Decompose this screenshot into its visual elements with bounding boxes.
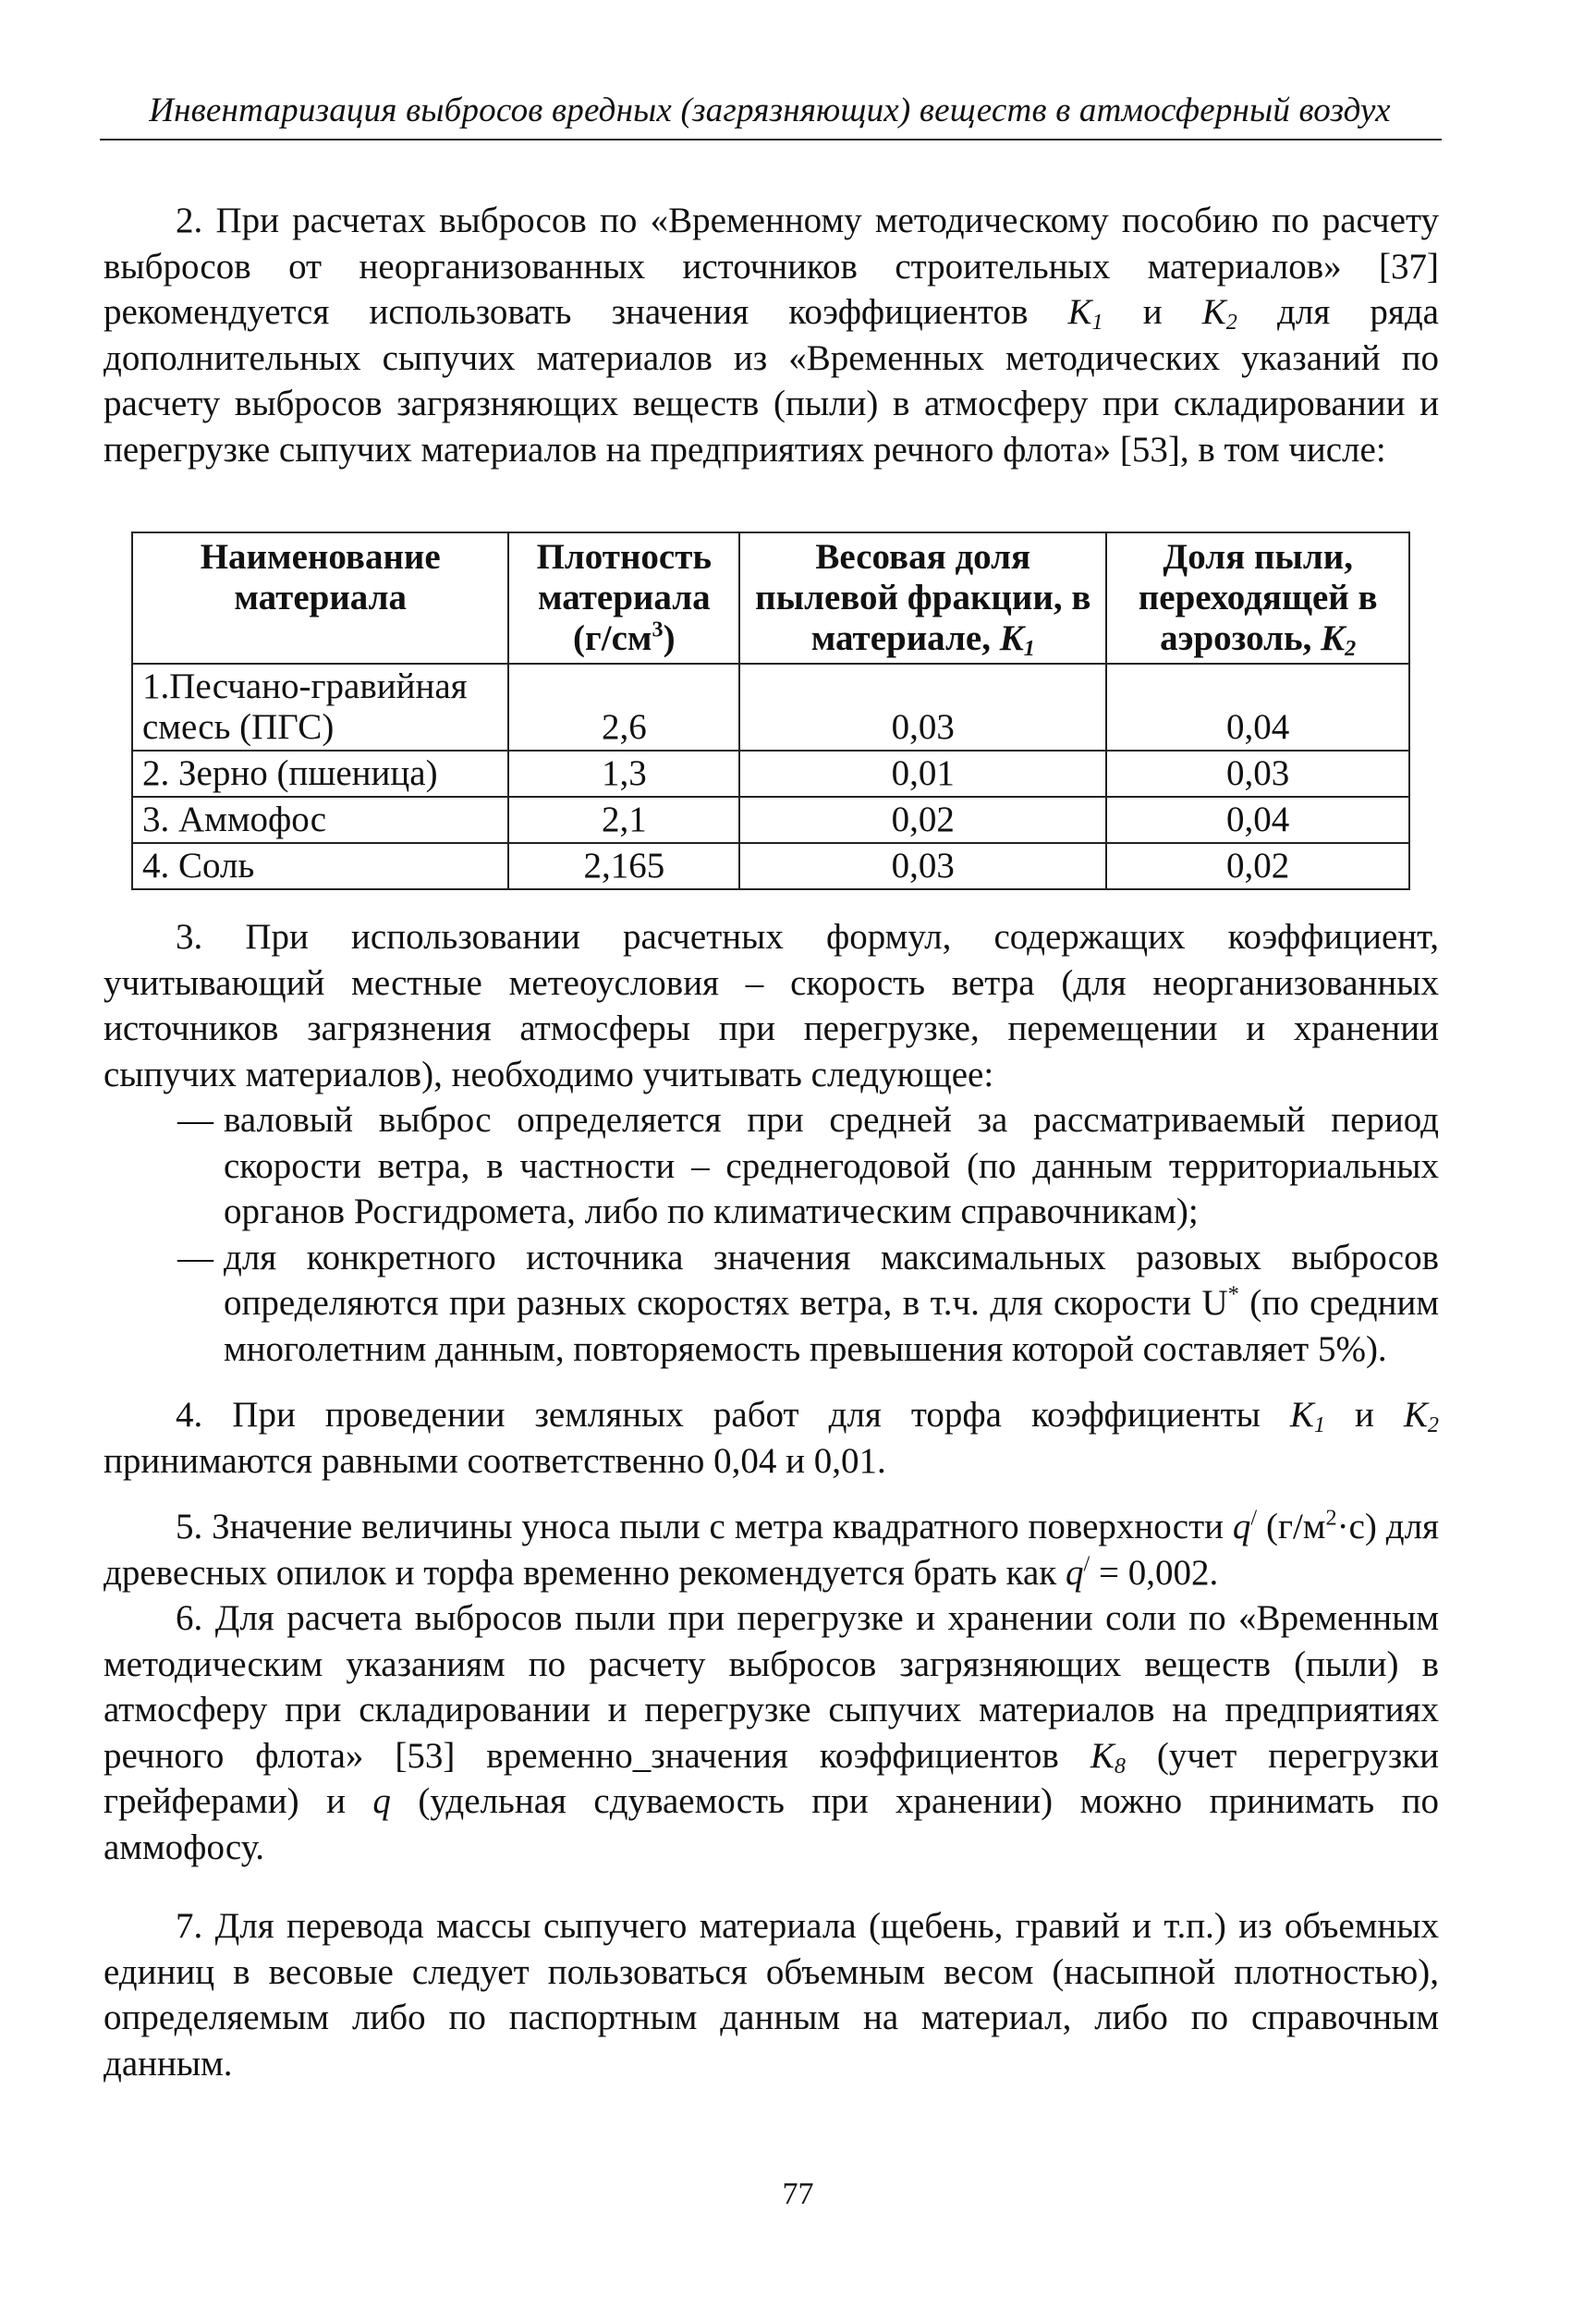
paragraph-4: 4. При проведении земляных работ для торфа коэффициенты $K_1$ и $K_2$ принимаются равными соответственно 0,04 и 0,01. [104, 1395, 1439, 1481]
header-rule [100, 139, 1442, 141]
dash-marker: — [177, 1100, 213, 1140]
dash-marker: — [177, 1237, 213, 1277]
running-header: Инвентаризация выбросов вредных (загрязняющих) веществ в атмосферный воздух [149, 92, 1391, 129]
cell-density: 2,165 [508, 843, 739, 889]
cell-name: 3. Аммофос [132, 797, 508, 843]
cell-k1: 0,03 [739, 843, 1106, 889]
table-row [132, 751, 1409, 797]
materials-table [131, 532, 1410, 890]
cell-k2: 0,03 [1106, 751, 1409, 797]
paragraph-6: 6. Для расчета выбросов пыли при перегрузке и хранении соли по «Временным методическим указаниям по расчету выбросов загрязняющих веществ (пыли) в атмосферу при складировании и перегрузке сыпучих материалов на предприятиях речного флота» [53] временно_значения коэффициентов $K_8$ (учет перегрузки грейферами) и q (удельная сдуваемость при хранении) можно принимать по аммофосу. [104, 1598, 1439, 1867]
header-dust-fraction: Весовая доля пылевой фракции, в материале, $K_1$ [739, 532, 1106, 664]
cell-name: 2. Зерно (пшеница) [132, 751, 508, 797]
list-item: — валовый выброс определяется при средней за рассматриваемый период скорости ветра, в частности – среднегодовой (по данным территориальных органов Росгидромета, либо по климатическим справочникам); [104, 1097, 1439, 1235]
table-row [132, 843, 1409, 889]
cell-k2: 0,04 [1106, 664, 1409, 751]
cell-name: 1.Песчано-гравийная смесь (ПГС) [132, 664, 508, 751]
table-row [132, 664, 1409, 751]
header-density: Плотность материала $(г/см^3)$ [508, 532, 739, 664]
cell-k1: 0,03 [739, 664, 1106, 751]
cell-k1: 0,01 [739, 751, 1106, 797]
page-body [104, 198, 1439, 2086]
table-row [132, 797, 1409, 843]
page-number: 77 [782, 2177, 814, 2211]
header-aerosol-share: Доля пыли, переходящей в аэрозоль, $K_2$ [1106, 532, 1409, 664]
cell-k2: 0,04 [1106, 797, 1409, 843]
cell-density: 2,1 [508, 797, 739, 843]
list-item: — для конкретного источника значения максимальных разовых выбросов определяются при разных скоростях ветра, в т.ч. для скорости U* (по средним многолетним данным, повторяемость превышения которой составляет 5%). [104, 1235, 1439, 1373]
table-header-row [132, 532, 1409, 664]
cell-density: 1,3 [508, 751, 739, 797]
cell-k2: 0,02 [1106, 843, 1409, 889]
paragraph-3: 3. При использовании расчетных формул, содержащих коэффициент, учитывающий местные метеоусловия – скорость ветра (для неорганизованных источников загрязнения атмосферы при перегрузке, перемещении и хранении сыпучих материалов), необходимо учитывать следующее: [104, 917, 1439, 1094]
header-material-name: Наименование материала [132, 532, 508, 664]
paragraph-5: 5. Значение величины уноса пыли с метра квадратного поверхности q/ $(г/м^2\cdot с)$ для древесных опилок и торфа временно рекомендуется брать как q/ = 0,002. [104, 1505, 1439, 1593]
cell-density: 2,6 [508, 664, 739, 751]
cell-name: 4. Соль [132, 843, 508, 889]
paragraph-2: 2. При расчетах выбросов по «Временному методическому пособию по расчету выбросов от неорганизованных источников строительных материалов» [37] рекомендуется использовать значения коэффициентов $K_1$ и $K_2$ для ряда дополнительных сыпучих материалов из «Временных методических указаний по расчету выбросов загрязняющих веществ (пыли) в атмосферу при складировании и перегрузке сыпучих материалов на предприятиях речного флота» [53], в том числе: [104, 201, 1439, 470]
conditions-list [104, 1097, 1439, 1372]
cell-k1: 0,02 [739, 797, 1106, 843]
paragraph-7: 7. Для перевода массы сыпучего материала (щебень, гравий и т.п.) из объемных единиц в весовые следует пользоваться объемным весом (насыпной плотностью), определяемым либо по паспортным данным на материал, либо по справочным данным. [104, 1906, 1439, 2084]
